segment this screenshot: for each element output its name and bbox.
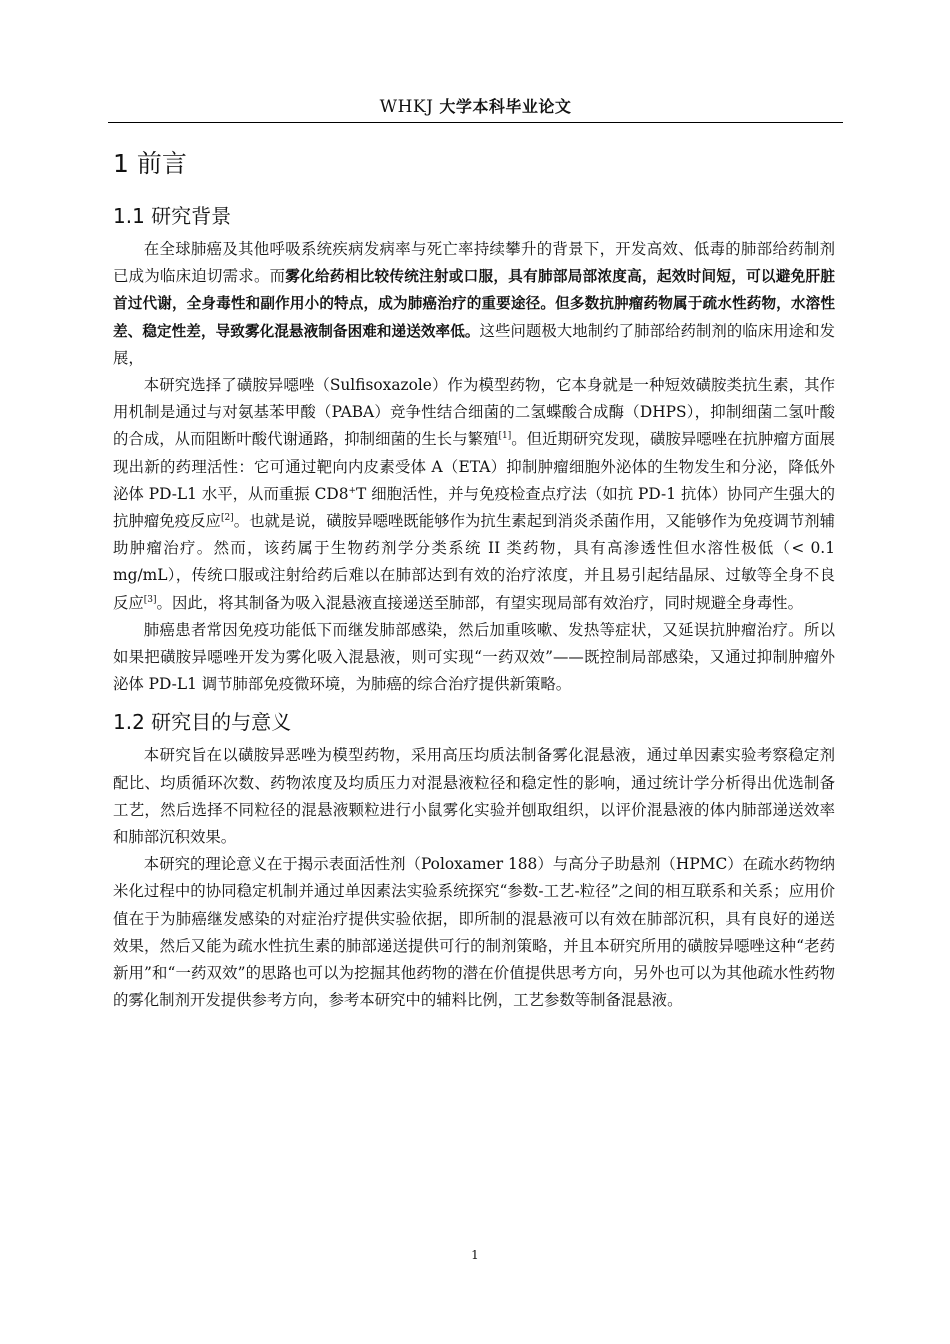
chapter-title: 1 前言 — [113, 149, 187, 178]
paragraph — [113, 236, 835, 372]
page-number: 1 — [471, 1248, 479, 1262]
citation-ref: [2] — [220, 513, 234, 524]
header-chinese: 大学本科毕业论文 — [439, 97, 572, 116]
paragraph: 本研究的理论意义在于揭示表面活性剂（Poloxamer 188）与高分子助悬剂（HPMC）在疏水药物纳米化过程中的协同稳定机制并通过单因素法实验系统探究“参数-工艺-粒径”之间的相互联系和关系；应用价值在于为肺癌继发感染的对症治疗提供实验依据，即所制的混悬液可以有效在肺部沉积，具有良好的递送效果，然后又能为疏水性抗生素的肺部递送提供可行的制剂策略，并且本研究所用的磺胺异噁唑这种“老药新用”和“一药双效”的思路也可以为挖掘其他药物的潜在价值提供思考方向，另外也可以为其他疏水性药物的雾化制剂开发提供参考方向，参考本研究中的辅料比例，工艺参数等制备混悬液。 — [113, 855, 835, 1010]
citation-ref: [1] — [498, 431, 512, 442]
paragraph: 本研究旨在以磺胺异恶唑为模型药物，采用高压均质法制备雾化混悬液，通过单因素实验考察稳定剂配比、均质循环次数、药物浓度及均质压力对混悬液粒径和稳定性的影响，通过统计学分析得出优选制备工艺，然后选择不同粒径的混悬液颗粒进行小鼠雾化实验并刨取组织，以评价混悬液的体内肺部递送效率和肺部沉积效果。 — [113, 746, 835, 847]
text-run: 这些问题极大地制约了肺部给药制剂的临床用途和发展， — [113, 321, 835, 367]
header-latin: WHKJ — [379, 97, 434, 117]
text-run: 。但近期研究发现，磺胺异噁唑在抗肿瘤方面展现出新的药理活性：它可通过靶向内皮素受体 A（ETA）抑制肿瘤细胞外泌体的生物发生和分泌，降低外泌体 PD-L1 水平，从而重振 CD8 — [113, 430, 835, 503]
text-run: 。也就是说，磺胺异噁唑既能够作为抗生素起到消炎杀菌作用，又能够作为免疫调节剂辅助肿瘤治疗。然而，该药属于生物药剂学分类系统 II 类药物，具有高渗透性但水溶性极低（< 0.1 mg/mL），传统口服或注射给药后难以在肺部达到有效的治疗浓度，并且易引起结晶尿、过敏等全身不良反应 — [113, 512, 835, 612]
citation-ref: [3] — [143, 594, 157, 605]
section-title-1-2: 1.2 研究目的与意义 — [113, 710, 292, 735]
page-body — [113, 146, 835, 1014]
text-run: T 细胞活性，并与免疫检查点疗法（如抗 PD-1 抗体）协同产生强大的抗肿瘤免疫反应 — [113, 484, 835, 531]
text-run: 本研究选择了磺胺异噁唑（Sulfisoxazole）作为模型药物，它本身就是一种短效磺胺类抗生素，其作用机制是通过与对氨基苯甲酸（PABA）竞争性结合细菌的二氢蝶酸合成酶（DHPS），抑制细菌二氢叶酸的合成，从而阻断叶酸代谢通路，抑制细菌的生长与繁殖 — [113, 376, 835, 449]
paragraph — [113, 372, 835, 617]
text-run: 在全球肺癌及其他呼吸系统疾病发病率与死亡率持续攀升的背景下，开发高效、低毒的肺部给药制剂已成为临床迫切需求。而 — [113, 240, 835, 286]
section-title-1-1: 1.1 研究背景 — [113, 204, 232, 228]
superscript-plus: + — [348, 485, 357, 496]
text-run: 。因此，将其制备为吸入混悬液直接递送至肺部，有望实现局部有效治疗，同时规避全身毒性。 — [156, 593, 803, 612]
running-header — [108, 94, 843, 123]
header-rule — [108, 122, 843, 123]
bold-text-run: 雾化给药相比较传统注射或口服，具有肺部局部浓度高，起效时间短，可以避免肝脏首过代谢，全身毒性和副作用小的特点，成为肺癌治疗的重要途径。但多数抗肿瘤药物属于疏水性药物，水溶性差、稳定性差，导致雾化混悬液制备困难和递送效率低。 — [113, 268, 835, 340]
paragraph: 肺癌患者常因免疫功能低下而继发肺部感染，然后加重咳嗽、发热等症状，又延误抗肿瘤治疗。所以如果把磺胺异噁唑开发为雾化吸入混悬液，则可实现“一药双效”——既控制局部感染，又通过抑制肿瘤外泌体 PD-L1 调节肺部免疫微环境，为肺癌的综合治疗提供新策略。 — [113, 620, 835, 694]
